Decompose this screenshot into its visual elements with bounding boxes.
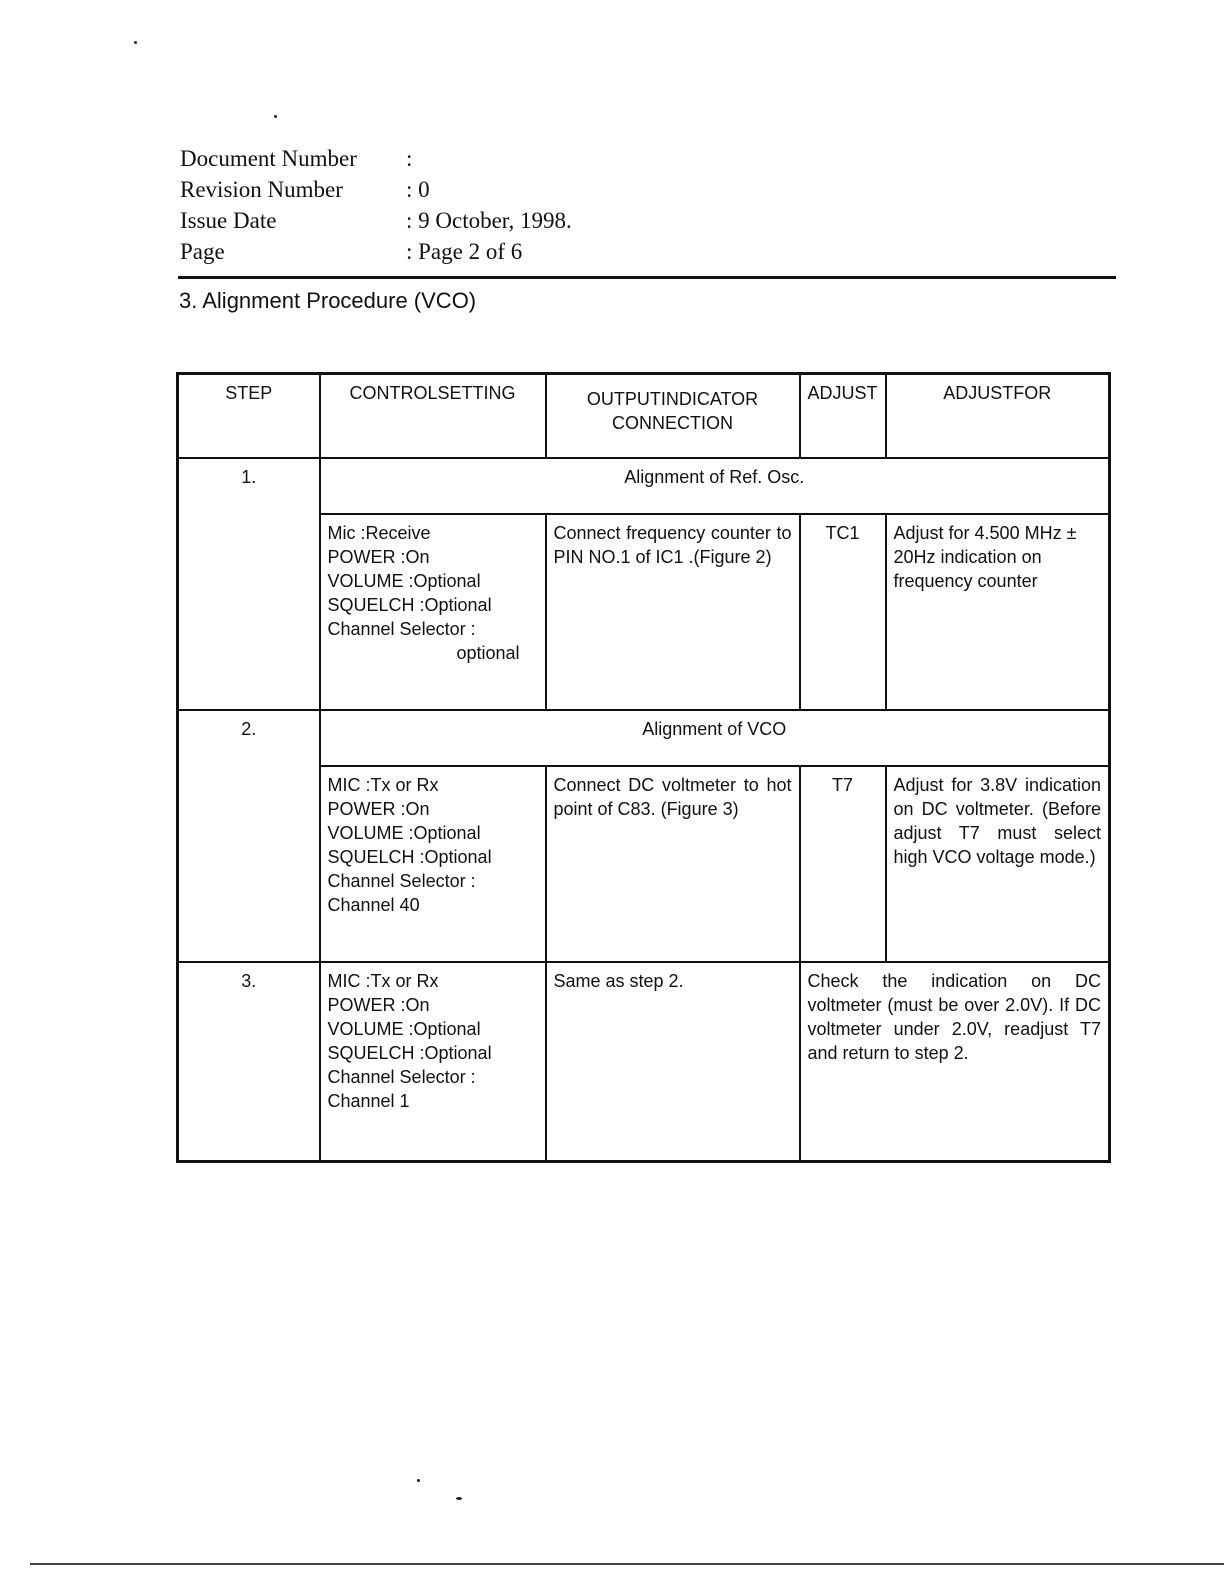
step1-number: 1. [178,458,320,710]
issue-date-value: : 9 October, 1998. [406,208,572,233]
revision-number-label: Revision Number [180,177,343,202]
step3-control-line: MIC :Tx or Rx [327,970,439,991]
step2-control-line: SQUELCH :Optional [327,846,492,867]
step2-control-setting [320,766,546,962]
table-header-row [178,374,1110,458]
step1-control-line: optional [456,642,520,663]
scan-speck [456,1497,462,1500]
step1-adjust: TC1 [800,514,886,710]
step3-control-line: Channel Selector : [327,1066,476,1087]
step2-adjust-for: Adjust for 3.8V indication on DC voltmeter. (Before adjust T7 must select high VCO voltage mode.) [886,766,1110,962]
step3-number: 3. [178,962,320,1162]
step3-output-connection: Same as step 2. [546,962,800,1162]
step3-control-line: SQUELCH :Optional [327,1042,492,1063]
step2-number: 2. [178,710,320,962]
step3-adjust-combined: Check the indication on DC voltmeter (must be over 2.0V). If DC voltmeter under 2.0V, readjust T7 and return to step 2. [800,962,1110,1162]
step2-control-line: Channel 40 [327,894,420,915]
step2-output-connection: Connect DC voltmeter to hot point of C83. (Figure 3) [546,766,800,962]
step3-control-line: VOLUME :Optional [327,1018,481,1039]
header-divider [178,276,1116,279]
col-header-adjust: ADJUST [800,374,886,458]
step2-control-line: MIC :Tx or Rx [327,774,439,795]
step2-control-line: VOLUME :Optional [327,822,481,843]
header-row-revision-number [180,174,1116,205]
col-header-output-line1: OUTPUTINDICATOR [586,389,759,409]
col-header-output-indicator [546,374,800,458]
step1-section-row [178,458,1110,514]
document-number-label: Document Number [180,146,357,171]
col-header-step: STEP [178,374,320,458]
step3-row [178,962,1110,1162]
page-label: Page [180,239,225,264]
document-number-value: : [406,146,413,171]
scan-speck [274,115,277,118]
step2-control-line: Channel Selector : [327,870,476,891]
col-header-adjust-for: ADJUSTFOR [886,374,1110,458]
step2-section-row [178,710,1110,766]
step1-control-line: Channel Selector : [327,618,476,639]
step1-control-line: POWER :On [327,546,430,567]
header-row-document-number [180,143,1116,174]
step2-adjust: T7 [800,766,886,962]
page-bottom-edge [30,1563,1224,1565]
document-header [180,143,1116,267]
issue-date-label: Issue Date [180,208,277,233]
section-title: 3. Alignment Procedure (VCO) [179,288,477,313]
step3-control-line: Channel 1 [327,1090,410,1111]
page-value: : Page 2 of 6 [406,239,523,264]
step2-section-title: Alignment of VCO [320,710,1110,766]
step1-adjust-for: Adjust for 4.500 MHz ± 20Hz indication on frequency counter [886,514,1110,710]
step2-control-line: POWER :On [327,798,430,819]
step1-control-line: Mic :Receive [327,522,431,543]
scan-speck [417,1479,420,1482]
step1-control-line: SQUELCH :Optional [327,594,492,615]
alignment-table [176,372,1111,1163]
step1-control-setting [320,514,546,710]
step3-control-setting [320,962,546,1162]
header-row-issue-date [180,205,1116,236]
revision-number-value: : 0 [406,177,430,202]
step3-control-line: POWER :On [327,994,430,1015]
col-header-output-line2: CONNECTION [612,413,733,433]
col-header-control-setting: CONTROLSETTING [320,374,546,458]
header-row-page [180,236,1116,267]
step1-output-connection: Connect frequency counter to PIN NO.1 of IC1 .(Figure 2) [546,514,800,710]
step1-control-line: VOLUME :Optional [327,570,481,591]
step1-section-title: Alignment of Ref. Osc. [320,458,1110,514]
scan-speck [134,41,137,44]
